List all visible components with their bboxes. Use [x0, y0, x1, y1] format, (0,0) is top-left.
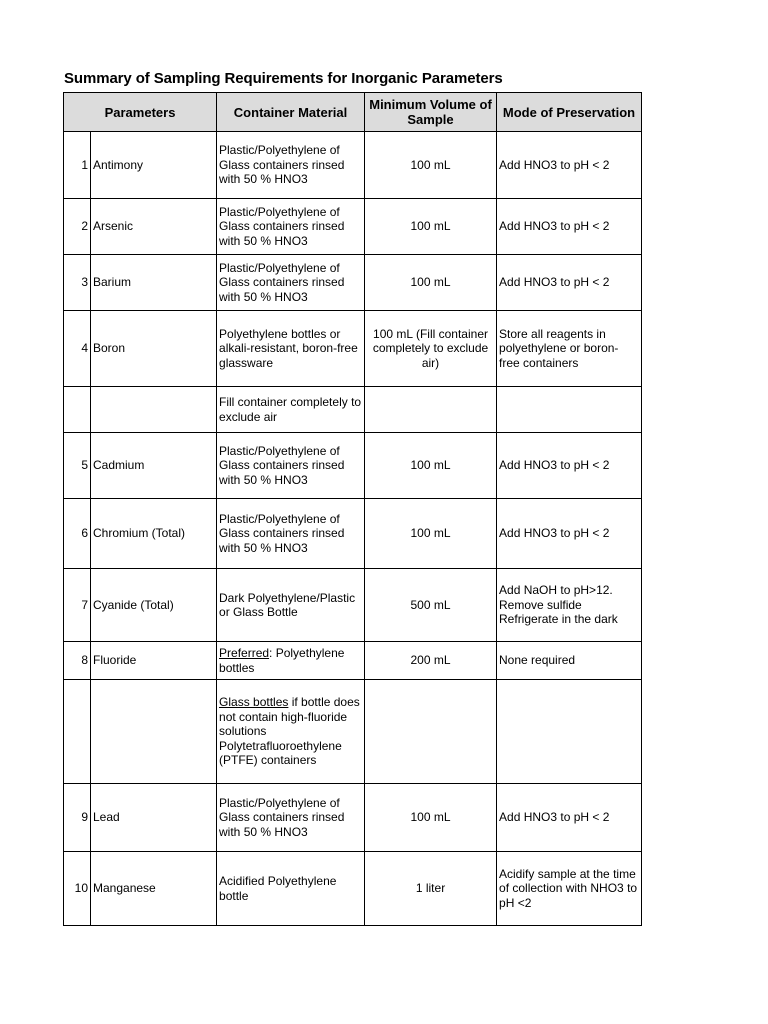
container-material: Plastic/Polyethylene of Glass containers rinsed with 50 % HNO3 — [217, 784, 365, 852]
minimum-volume: 500 mL — [365, 569, 497, 642]
row-number — [64, 387, 91, 433]
table-row — [64, 199, 642, 255]
parameter-name: Cadmium — [91, 433, 217, 499]
parameter-name: Boron — [91, 311, 217, 387]
header-minimum-volume: Minimum Volume of Sample — [365, 93, 497, 132]
preservation-mode: Add HNO3 to pH < 2 — [497, 784, 642, 852]
minimum-volume: 200 mL — [365, 642, 497, 680]
container-material: Dark Polyethylene/Plastic or Glass Bottle — [217, 569, 365, 642]
preservation-mode: Add HNO3 to pH < 2 — [497, 499, 642, 569]
row-number: 7 — [64, 569, 91, 642]
table-row — [64, 499, 642, 569]
minimum-volume: 100 mL (Fill container completely to exclude air) — [365, 311, 497, 387]
parameter-name: Antimony — [91, 132, 217, 199]
table-row — [64, 680, 642, 784]
minimum-volume: 100 mL — [365, 499, 497, 569]
preservation-mode: Add HNO3 to pH < 2 — [497, 132, 642, 199]
container-material: Plastic/Polyethylene of Glass containers rinsed with 50 % HNO3 — [217, 499, 365, 569]
row-number: 10 — [64, 852, 91, 926]
table-row — [64, 311, 642, 387]
table-header-row — [64, 93, 642, 132]
parameter-name: Lead — [91, 784, 217, 852]
preservation-mode: Acidify sample at the time of collection with NHO3 to pH <2 — [497, 852, 642, 926]
table-row — [64, 642, 642, 680]
minimum-volume: 100 mL — [365, 784, 497, 852]
row-number: 1 — [64, 132, 91, 199]
table-row — [64, 784, 642, 852]
container-material: Plastic/Polyethylene of Glass containers rinsed with 50 % HNO3 — [217, 433, 365, 499]
preservation-mode: Add HNO3 to pH < 2 — [497, 255, 642, 311]
parameter-name: Fluoride — [91, 642, 217, 680]
parameter-name: Barium — [91, 255, 217, 311]
container-material: Plastic/Polyethylene of Glass containers rinsed with 50 % HNO3 — [217, 255, 365, 311]
requirements-table — [63, 92, 642, 926]
header-container-material: Container Material — [217, 93, 365, 132]
parameter-name: Cyanide (Total) — [91, 569, 217, 642]
parameter-name — [91, 387, 217, 433]
container-material: Acidified Polyethylene bottle — [217, 852, 365, 926]
row-number: 4 — [64, 311, 91, 387]
parameter-name: Chromium (Total) — [91, 499, 217, 569]
minimum-volume: 100 mL — [365, 199, 497, 255]
container-text: : Polyethylene bottles — [219, 646, 345, 675]
container-text: if bottle does not contain high-fluoride solutions Polytetrafluoroethylene (PTFE) containers — [219, 695, 360, 768]
preservation-mode: Add HNO3 to pH < 2 — [497, 433, 642, 499]
preservation-mode — [497, 680, 642, 784]
row-number: 5 — [64, 433, 91, 499]
row-number: 8 — [64, 642, 91, 680]
minimum-volume: 100 mL — [365, 132, 497, 199]
minimum-volume — [365, 680, 497, 784]
row-number: 2 — [64, 199, 91, 255]
table-row — [64, 132, 642, 199]
table-row — [64, 569, 642, 642]
table-row — [64, 387, 642, 433]
container-emphasis: Glass bottles — [219, 695, 289, 710]
container-material — [217, 642, 365, 680]
preservation-mode: None required — [497, 642, 642, 680]
row-number: 9 — [64, 784, 91, 852]
header-mode-of-preservation: Mode of Preservation — [497, 93, 642, 132]
preservation-mode: Store all reagents in polyethylene or boron-free containers — [497, 311, 642, 387]
container-material: Plastic/Polyethylene of Glass containers rinsed with 50 % HNO3 — [217, 199, 365, 255]
row-number: 3 — [64, 255, 91, 311]
preservation-mode — [497, 387, 642, 433]
preservation-mode: Add NaOH to pH>12. Remove sulfide Refrigerate in the dark — [497, 569, 642, 642]
minimum-volume: 1 liter — [365, 852, 497, 926]
page-title: Summary of Sampling Requirements for Inorganic Parameters — [64, 70, 503, 87]
row-number — [64, 680, 91, 784]
parameter-name: Arsenic — [91, 199, 217, 255]
minimum-volume: 100 mL — [365, 433, 497, 499]
preservation-mode: Add HNO3 to pH < 2 — [497, 199, 642, 255]
minimum-volume: 100 mL — [365, 255, 497, 311]
header-parameters: Parameters — [64, 93, 217, 132]
table-row — [64, 852, 642, 926]
parameter-name: Manganese — [91, 852, 217, 926]
table-row — [64, 255, 642, 311]
container-emphasis: Preferred — [219, 646, 270, 660]
parameter-name — [91, 680, 217, 784]
container-material: Polyethylene bottles or alkali-resistant, boron-free glassware — [217, 311, 365, 387]
container-material: Plastic/Polyethylene of Glass containers rinsed with 50 % HNO3 — [217, 132, 365, 199]
container-material — [217, 680, 365, 784]
container-material: Fill container completely to exclude air — [217, 387, 365, 433]
row-number: 6 — [64, 499, 91, 569]
minimum-volume — [365, 387, 497, 433]
table-row — [64, 433, 642, 499]
